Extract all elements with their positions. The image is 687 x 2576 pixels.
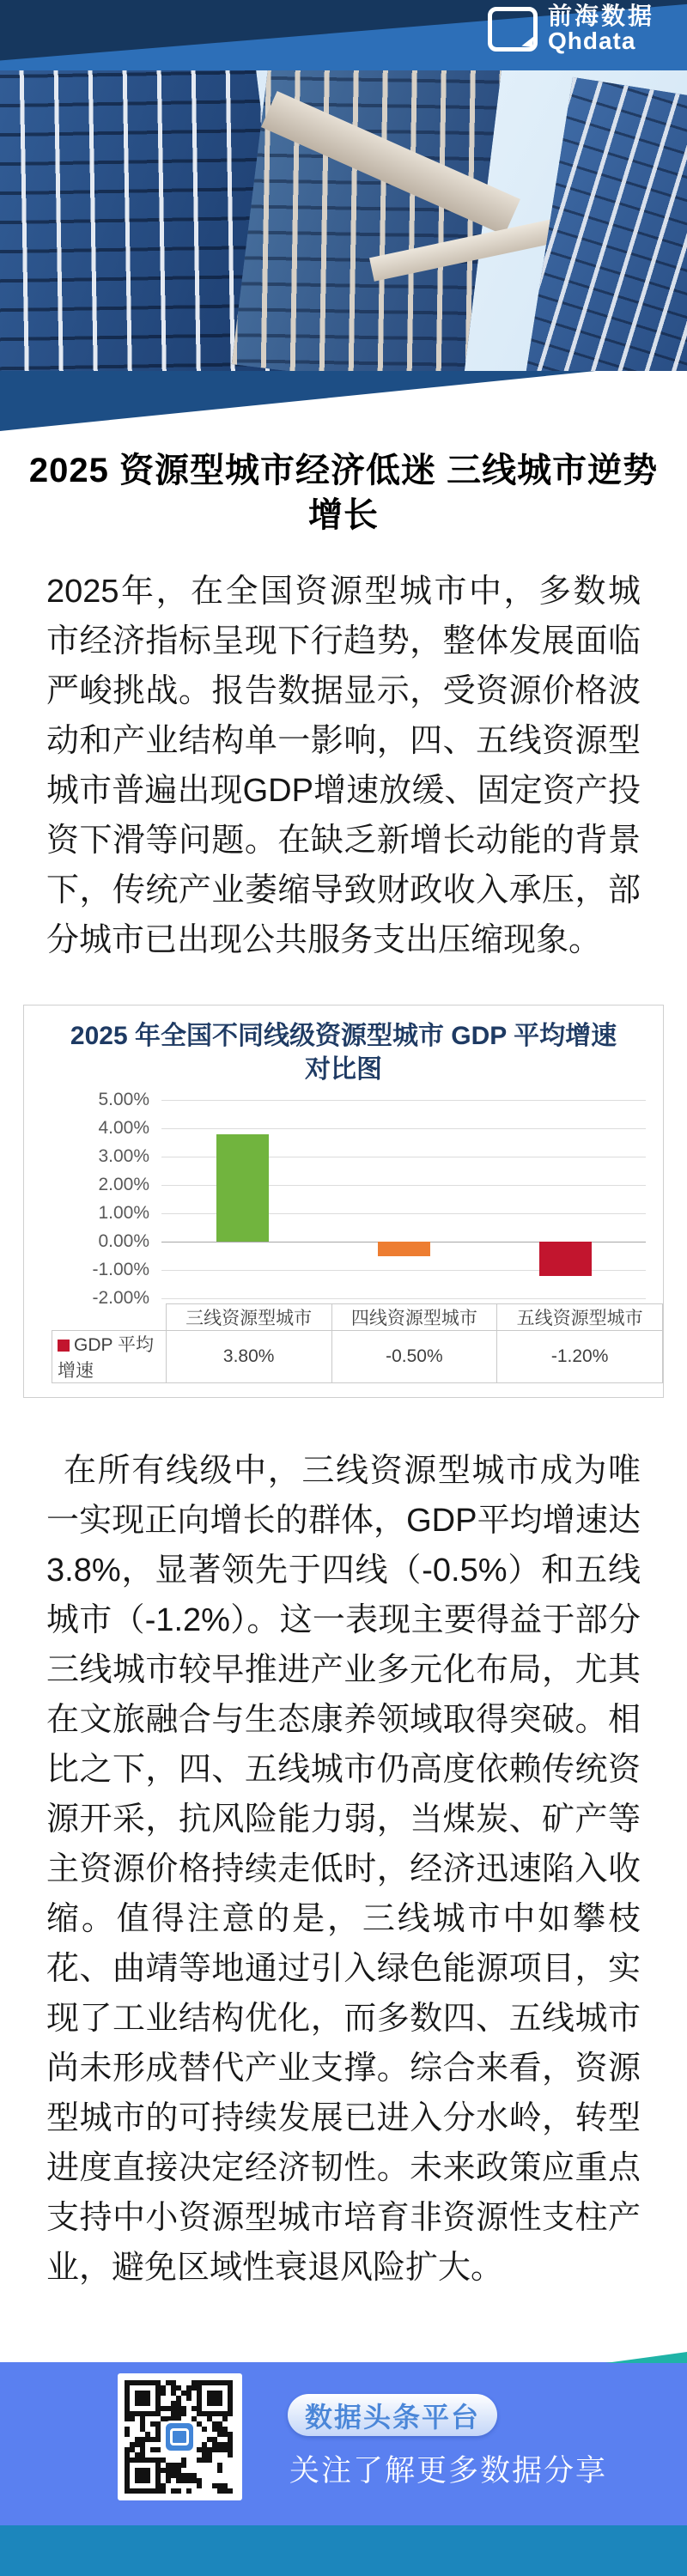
- y-axis-tick-label: 2.00%: [98, 1175, 149, 1194]
- bar-chart-plot-area: [92, 1090, 646, 1308]
- y-axis-tick-label: 3.00%: [98, 1146, 149, 1166]
- table-category-header: 三线资源型城市: [166, 1304, 331, 1331]
- y-axis-tick-label: -2.00%: [92, 1288, 149, 1308]
- qr-module: [197, 2385, 202, 2411]
- qr-module: [125, 2488, 161, 2494]
- qr-module: [155, 2463, 161, 2488]
- qr-module: [125, 2411, 161, 2416]
- blue-wedge-divider: [0, 371, 687, 431]
- brand-name-chinese: 前海数据: [547, 3, 654, 29]
- platform-badge-label: 数据头条平台: [304, 2401, 480, 2433]
- qr-module: [217, 2468, 222, 2473]
- article-paragraph-1: 2025年，在全国资源型城市中，多数城市经济指标呈现下行趋势，整体发展面临严峻挑战。报告数据显示，受资源价格波动和产业结构单一影响，四、五线资源型城市普遍出现GDP增速放缓、固定资产投资下滑等问题。在缺乏新增长动能的背景下，传统产业萎缩导致财政收入承压，部分城市已出现公共服务支出压缩现象。: [46, 574, 641, 958]
- article-paragraph-2: 在所有线级中，三线资源型城市成为唯一实现正向增长的群体，GDP平均增速达3.8%，显著领先于四线（-0.5%）和五线城市（-1.2%）。这一表现主要得益于部分三线城市较早推进产业多元化布局，尤其在文旅融合与生态康养领域取得突破。相比之下，四、五线城市仍高度依赖传统资源开采，抗风险能力弱，当煤炭、矿产等主资源价格持续走低时，经济迅速陷入收缩。值得注意的是，三线城市中如攀枝花、曲靖等地通过引入绿色能源项目，实现了工业结构优化，而多数四、五线城市尚未形成替代产业支撑。综合来看，资源型城市的可持续发展已进入分水岭，转型进度直接决定经济韧性。未来政策应重点支持中小资源型城市培育非资源性支柱产业，避免区域性衰退风险扩大。: [46, 1453, 641, 2286]
- qr-module: [155, 2447, 161, 2452]
- bar-三线资源型城市: [216, 1134, 269, 1242]
- page-title: 2025 资源型城市经济低迷 三线城市逆势增长: [28, 452, 659, 534]
- bottom-band-dark-diagonal: [0, 2525, 687, 2576]
- qr-module: [125, 2385, 130, 2411]
- qr-module: [135, 2391, 150, 2406]
- qr-code: [118, 2373, 242, 2500]
- qr-module: [207, 2458, 212, 2463]
- chart-title-line: 对比图: [305, 1055, 382, 1084]
- bottom-decor-band: [0, 2525, 687, 2576]
- table-value-cell: 3.80%: [166, 1331, 331, 1383]
- qr-module: [222, 2416, 228, 2421]
- chat-bubble-logo-icon: [488, 7, 538, 52]
- qr-module: [197, 2411, 233, 2416]
- hero-photo-skyscrapers: [0, 70, 687, 371]
- legend-swatch-icon: [58, 1340, 70, 1352]
- brand-logo: [488, 4, 654, 54]
- y-axis-tick-label: 4.00%: [98, 1118, 149, 1138]
- qr-module: [155, 2385, 161, 2411]
- qr-module: [228, 2385, 233, 2411]
- y-axis-tick-label: 5.00%: [98, 1090, 149, 1109]
- qr-center-logo-glyph: [170, 2428, 189, 2445]
- table-category-header: 五线资源型城市: [497, 1304, 663, 1331]
- y-axis-tick-label: -1.00%: [92, 1260, 149, 1279]
- qr-module: [130, 2416, 135, 2421]
- qr-module: [181, 2411, 186, 2416]
- brand-text: [548, 4, 654, 54]
- gdp-growth-chart-card: [23, 1005, 664, 1398]
- qr-module: [125, 2432, 130, 2437]
- qr-module: [166, 2478, 171, 2483]
- qr-module: [125, 2463, 130, 2488]
- qr-module: [135, 2468, 150, 2483]
- qr-center-logo-icon: [163, 2421, 196, 2453]
- qr-module: [197, 2483, 202, 2488]
- y-axis-tick-label: 0.00%: [98, 1231, 149, 1251]
- qr-module: [161, 2391, 166, 2396]
- qr-module: [181, 2463, 186, 2468]
- gridline: [161, 1128, 646, 1129]
- table-value-cell: -0.50%: [331, 1331, 497, 1383]
- table-value-cell: -1.20%: [497, 1331, 663, 1383]
- gridline: [161, 1298, 646, 1299]
- bar-四线资源型城市: [378, 1242, 430, 1256]
- qr-module: [202, 2427, 207, 2432]
- site-header: [0, 0, 687, 70]
- table-category-header: 四线资源型城市: [331, 1304, 497, 1331]
- gridline: [161, 1100, 646, 1101]
- qr-module: [161, 2488, 166, 2494]
- qr-module: [176, 2488, 181, 2494]
- qr-module: [228, 2488, 233, 2494]
- chart-title: [24, 1019, 663, 1086]
- qr-module: [155, 2437, 161, 2442]
- qr-module: [186, 2396, 192, 2401]
- qr-module: [207, 2391, 222, 2406]
- chart-data-table: [52, 1303, 663, 1383]
- bottom-band-light-diagonal: [0, 2525, 687, 2576]
- y-axis-tick-label: 1.00%: [98, 1203, 149, 1223]
- chart-title-line: 2025 年全国不同线级资源型城市 GDP 平均增速: [70, 1022, 617, 1050]
- bar-五线资源型城市: [539, 1242, 592, 1276]
- footer-caption: 关注了解更多数据分享: [289, 2454, 608, 2488]
- brand-name-english: Qhdata: [547, 27, 636, 54]
- qr-module: [228, 2452, 233, 2458]
- legend-series-label: GDP 平均增速: [52, 1331, 167, 1383]
- platform-badge-button[interactable]: [288, 2394, 497, 2436]
- qr-module: [186, 2488, 192, 2494]
- footer-banner: [0, 2362, 687, 2525]
